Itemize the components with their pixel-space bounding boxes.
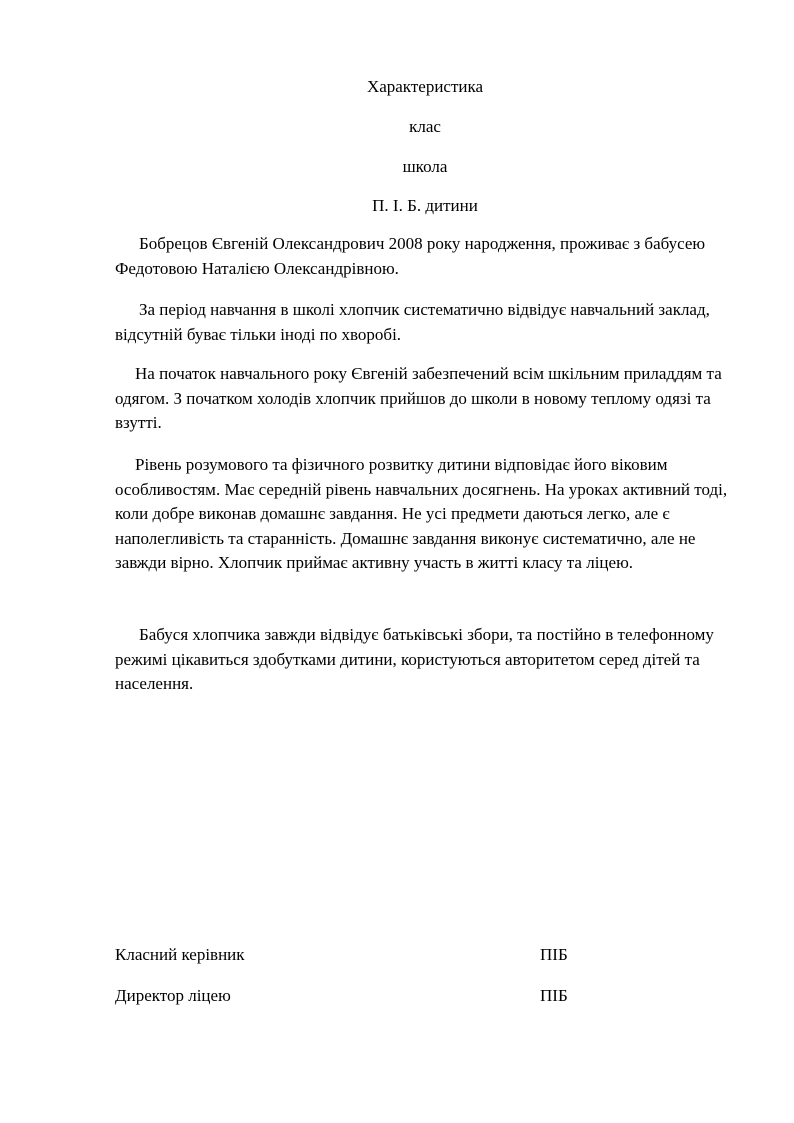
class-line: клас bbox=[409, 117, 441, 136]
signature-role: Директор ліцею bbox=[115, 986, 231, 1005]
school-line: школа bbox=[402, 157, 448, 176]
paragraph-development: Рівень розумового та фізичного розвитку дитини відповідає його віковим особливостям. Має середній рівень навчальних досягнень. На уроках активний тоді, коли добре виконав домашнє завдання. Не усі предмети даються легко, але є наполегливість та старанність. Домашнє завдання виконує систематично, але не завжди вірно. Хлопчик приймає активну участь в житті класу та ліцею. bbox=[115, 455, 728, 572]
paragraph-supplies: На початок навчального року Євгеній забезпечений всім шкільним приладдям та одягом. З початком холодів хлопчик прийшов до школи в новому теплому одязі та взутті. bbox=[115, 364, 722, 432]
paragraph-family: Бобрецов Євгеній Олександрович 2008 року народження, проживає з бабусею Федотовою Наталією Олександрівною. bbox=[115, 234, 706, 278]
signature-row-director bbox=[115, 985, 575, 1007]
paragraph-attendance: За період навчання в школі хлопчик систематично відвідує навчальний заклад, відсутній буває тільки іноді по хворобі. bbox=[115, 300, 710, 344]
signature-role: Класний керівник bbox=[115, 945, 245, 964]
signature-name: ПІБ bbox=[540, 986, 568, 1005]
paragraph-guardian: Бабуся хлопчика завжди відвідує батьківські збори, та постійно в телефонному режимі цікавиться здобутками дитини, користуються авторитетом серед дітей та населення. bbox=[115, 625, 714, 693]
child-name-line: П. І. Б. дитини bbox=[372, 196, 478, 215]
document-title: Характеристика bbox=[366, 77, 484, 96]
signature-name: ПІБ bbox=[540, 945, 568, 964]
signature-row-class-teacher bbox=[115, 944, 575, 966]
